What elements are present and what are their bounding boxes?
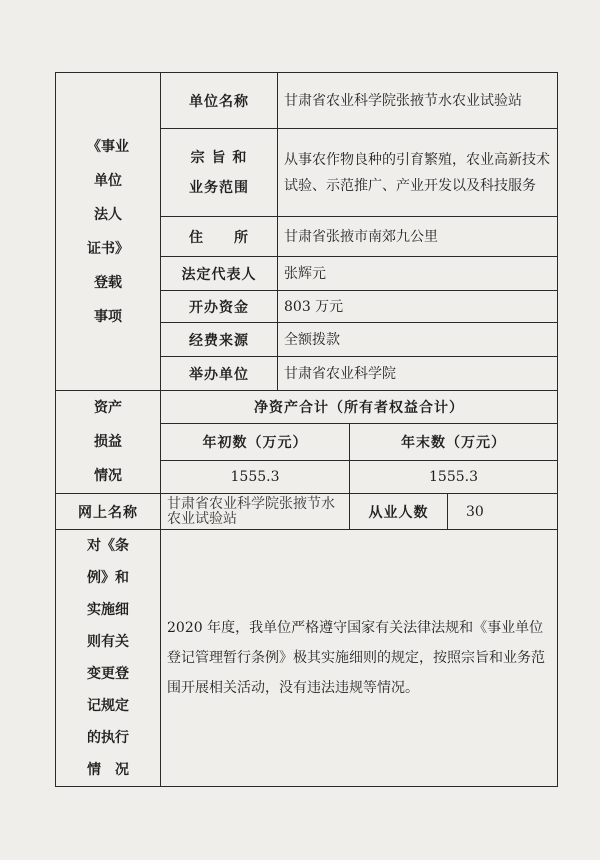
address-label: 住 所 <box>161 217 278 257</box>
row-net-assets-header <box>56 391 558 424</box>
staff-count-label: 从业人数 <box>350 494 448 530</box>
section-compliance-title: 对《条 例》和 实施细 则有关 变更登 记规定 的执行 情 况 <box>56 530 161 787</box>
legal-rep-label: 法定代表人 <box>161 257 278 291</box>
unit-name-value: 甘肃省农业科学院张掖节水农业试验站 <box>278 73 558 129</box>
purpose-label: 宗 旨 和 业务范围 <box>161 129 278 217</box>
unit-name-label: 单位名称 <box>161 73 278 129</box>
registration-form-table <box>55 72 558 787</box>
online-name-label: 网上名称 <box>56 494 161 530</box>
sponsor-value: 甘肃省农业科学院 <box>278 357 558 391</box>
row-unit-name <box>56 73 558 129</box>
staff-count-value: 30 <box>448 494 558 530</box>
row-online-name <box>56 494 558 530</box>
sponsor-label: 举办单位 <box>161 357 278 391</box>
purpose-value: 从事农作物良种的引育繁殖，农业高新技术试验、示范推广、产业开发以及科技服务 <box>278 129 558 217</box>
net-assets-header: 净资产合计（所有者权益合计） <box>161 391 558 424</box>
end-of-year-label: 年末数（万元） <box>350 423 558 460</box>
address-value: 甘肃省张掖市南郊九公里 <box>278 217 558 257</box>
capital-label: 开办资金 <box>161 291 278 323</box>
begin-of-year-label: 年初数（万元） <box>161 423 350 460</box>
legal-rep-value: 张辉元 <box>278 257 558 291</box>
online-name-value: 甘肃省农业科学院张掖节水农业试验站 <box>161 494 350 530</box>
section-assets-title: 资产 损益 情况 <box>56 391 161 494</box>
funding-label: 经费来源 <box>161 323 278 357</box>
funding-value: 全额拨款 <box>278 323 558 357</box>
capital-value: 803 万元 <box>278 291 558 323</box>
end-of-year-value: 1555.3 <box>350 461 558 494</box>
section-registration-title: 《事业 单位 法人 证书》 登载 事项 <box>56 73 161 391</box>
row-compliance <box>56 530 558 787</box>
begin-of-year-value: 1555.3 <box>161 461 350 494</box>
compliance-text: 2020 年度，我单位严格遵守国家有关法律法规和《事业单位登记管理暂行条例》极其实施细则的规定，按照宗旨和业务范围开展相关活动，没有违法违规等情况。 <box>161 530 558 787</box>
